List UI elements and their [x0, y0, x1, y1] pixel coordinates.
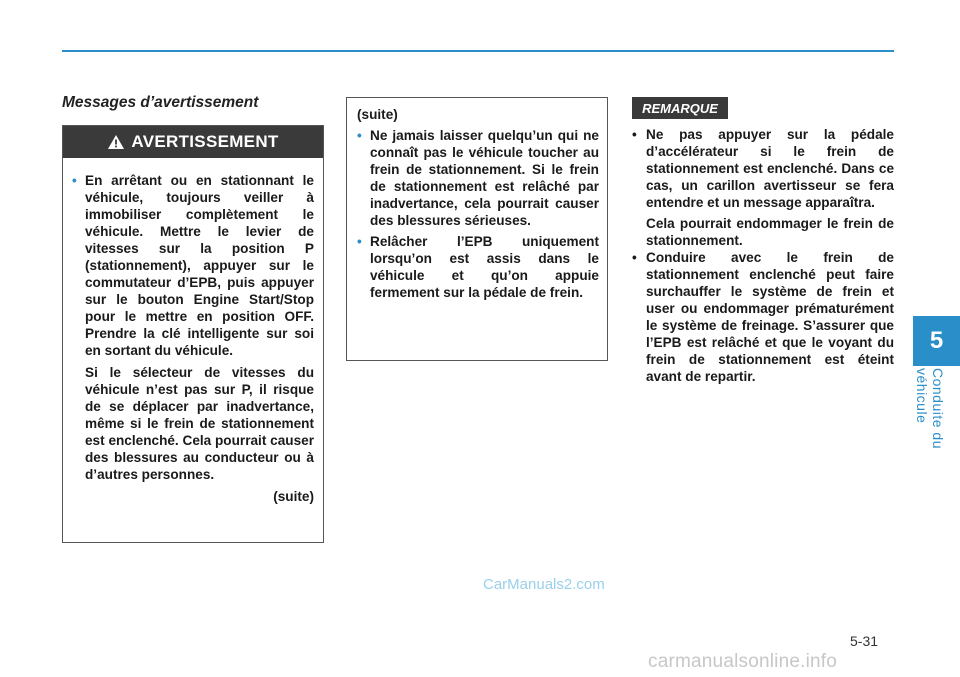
chapter-label: Conduite du véhicule [914, 368, 946, 450]
note-bullet-text: Conduire avec le frein de stationnement enclenché peut faire surchauffer le système de frein et user ou endommager prématurément le système de freinage. S’assurer que l’EPB est relâché et que le voyant du frein de stationnement est éteint avant de repartir. [646, 250, 894, 384]
chapter-tab[interactable]: 5 [913, 316, 960, 366]
continuation-bullet [357, 127, 599, 229]
warning-header [63, 126, 323, 158]
note-sub-paragraph: Cela pourrait endommager le frein de stationnement. [646, 216, 894, 248]
warning-triangle-icon [107, 134, 125, 150]
continuation-bullet [357, 233, 599, 301]
note-bullet-text: Ne pas appuyer sur la pédale d’accélérateur si le frein de stationnement est enclenché. Dans ce cas, un carillon avertisseur se fera entendre et un message apparaîtra. [646, 127, 894, 210]
warning-bullet-text: En arrêtant ou en stationnant le véhicule, toujours veiller à immobiliser complètement le véhicule. Mettre le levier de vitesses sur la position P (stationnement), appuyer sur le commutateur d’EPB, puis appuyer sur le bouton Engine Start/Stop pour le mettre en position OFF. Prendre la clé intelligente sur soi en sortant du véhicule. [85, 173, 314, 358]
warning-title: AVERTISSEMENT [131, 132, 279, 151]
note-bullet [632, 249, 894, 385]
bullet-dot: • [632, 127, 637, 142]
bullet-dot: • [72, 173, 77, 188]
watermark-bottom: carmanualsonline.info [648, 651, 838, 672]
note-badge: REMARQUE [632, 97, 728, 119]
continuation-bullet-text: Ne jamais laisser quelqu’un qui ne connaît pas le véhicule toucher au frein de stationnement. Si le frein de stationnement est relâché par inadvertance, cela pourrait causer des blessures sérieuses. [370, 128, 599, 228]
warning-paragraph: Si le sélecteur de vitesses du véhicule n’est pas sur P, il risque de se déplacer par inadvertance, même si le frein de stationnement est enclenché. Cela pourrait causer des blessures au conducteur ou à d’autres personnes. [85, 365, 314, 482]
section-heading: Messages d’avertissement [62, 94, 259, 111]
page-number: 5-31 [850, 633, 879, 649]
warning-bullet [72, 172, 314, 359]
bullet-dot: • [357, 234, 362, 249]
warning-body [63, 158, 323, 505]
bullet-dot: • [357, 128, 362, 143]
top-rule [62, 50, 894, 52]
note-body [632, 126, 894, 385]
warning-box [62, 125, 324, 543]
note-bullet [632, 126, 894, 211]
bullet-dot: • [632, 250, 637, 265]
warning-continued: (suite) [273, 489, 314, 504]
continuation-bullet-text: Relâcher l’EPB uniquement lorsqu’on est assis dans le véhicule et qu’on appuie fermement sur la pédale de frein. [370, 234, 599, 300]
continuation-box [346, 97, 608, 361]
watermark-top: CarManuals2.com [483, 576, 605, 593]
continuation-label: (suite) [357, 107, 398, 122]
